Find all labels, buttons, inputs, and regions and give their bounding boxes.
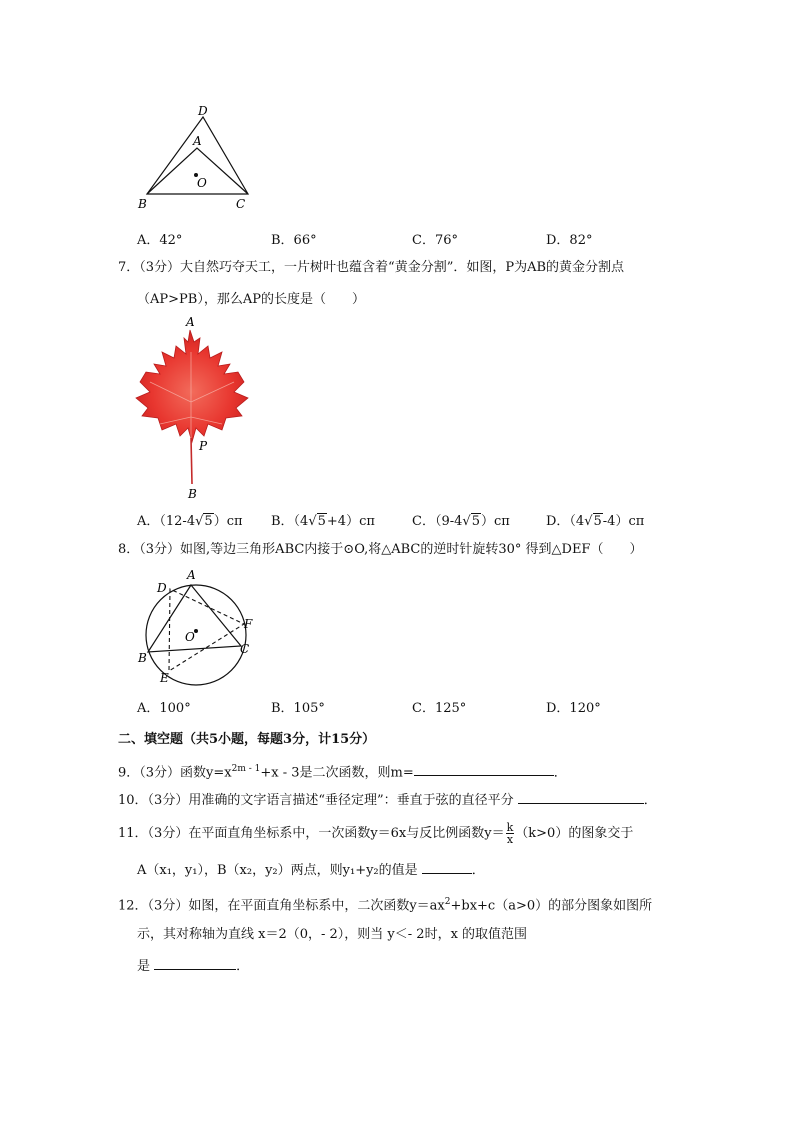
q9-exponent: 2m - 1: [231, 764, 261, 774]
q9-prefix: 9．（3分）函数y=x: [118, 765, 232, 781]
q12-answer-blank[interactable]: [154, 957, 236, 970]
q7-option-a: A．（12-4√5）cπ: [137, 514, 243, 529]
q8-option-c: C．125°: [412, 701, 467, 716]
q12-line2: 示，其对称轴为直线 x＝2（0，- 2），则当 y＜- 2时，x 的取值范围: [137, 927, 528, 942]
q11-line1-suffix: （k>0）的图象交于: [515, 826, 634, 841]
q8-option-a: A．100°: [137, 701, 191, 716]
q11-answer-blank[interactable]: [422, 861, 472, 874]
q11-frac-den: x: [506, 833, 514, 846]
leaf-label-a: A: [186, 315, 195, 329]
q7-d-suffix: -4）cπ: [602, 514, 645, 529]
q12-line1: [118, 893, 652, 915]
q7-d-prefix: D．（4: [546, 514, 585, 529]
q7-line1: 7．（3分）大自然巧夺天工，一片树叶也蕴含着“黄金分割”．如图，P为AB的黄金分割点: [118, 260, 625, 275]
label-c: C: [236, 197, 246, 211]
q11-frac-num: k: [506, 821, 514, 834]
label-b: B: [138, 651, 147, 665]
q9-end: ．: [553, 765, 567, 781]
q7-a-prefix: A．（12-4: [137, 514, 196, 529]
section2-heading: 二、填空题（共5小题，每题3分，计15分）: [118, 732, 376, 747]
q7-b-prefix: B．（4: [271, 514, 309, 529]
q7-leaf-figure: [130, 312, 260, 504]
q11-line2: [137, 861, 485, 880]
q7-c-prefix: C．（9-4: [412, 514, 463, 529]
leaf-label-b: B: [188, 487, 197, 501]
leaf-label-p: P: [199, 439, 208, 453]
q12-line3: [137, 957, 249, 976]
q12-line3-text: 是: [137, 959, 151, 974]
q8-option-d: D．120°: [546, 701, 601, 716]
q10-end: ．: [643, 793, 657, 808]
label-o: O: [197, 176, 207, 190]
q11-fraction: [506, 822, 515, 845]
q7-option-b: B．（4√5+4）cπ: [271, 514, 375, 529]
q12-end: ．: [236, 959, 250, 974]
q7-c-root: 5: [471, 514, 480, 529]
q7-option-d: D．（4√5-4）cπ: [546, 514, 645, 529]
q6-option-c: C．76°: [412, 233, 458, 248]
q8-text: 8．（3分）如图,等边三角形ABC内接于⊙O,将△ABC的逆时针旋转30° 得到△DEF（ ）: [118, 542, 643, 557]
label-c: C: [240, 642, 250, 656]
q7-b-root: 5: [317, 514, 326, 529]
q6-option-d: D．82°: [546, 233, 593, 248]
q7-b-suffix: +4）cπ: [326, 514, 375, 529]
q12-line1-suffix: +bx+c（a>0）的部分图象如图所: [450, 898, 653, 914]
q9: [118, 760, 567, 782]
q6-option-b: B．66°: [271, 233, 317, 248]
label-b: B: [138, 197, 147, 211]
q11-line2-text: A（x₁，y₁），B（x₂，y₂）两点，则y₁+y₂的值是: [137, 863, 418, 878]
q7-a-root: 5: [204, 514, 213, 529]
label-a: A: [193, 134, 202, 148]
q10: [118, 791, 657, 810]
label-o: O: [185, 630, 195, 644]
q11-end: ．: [471, 863, 485, 878]
q7-d-root: 5: [593, 514, 602, 529]
circle-o: [146, 585, 246, 685]
q10-answer-blank[interactable]: [518, 791, 644, 804]
q8-option-b: B．105°: [271, 701, 325, 716]
label-d: D: [198, 104, 208, 118]
q10-text: 10．（3分）用准确的文字语言描述“垂径定理”：垂直于弦的直径平分: [118, 793, 514, 808]
q7-option-c: C．（9-4√5）cπ: [412, 514, 510, 529]
label-a: A: [187, 568, 196, 582]
q12-line1-sup: 2: [444, 897, 451, 907]
q7-line2: （AP>PB），那么AP的长度是（ ）: [137, 292, 365, 307]
q6-option-a: A．42°: [137, 233, 183, 248]
label-f: F: [244, 617, 253, 631]
q11-line1-prefix: 11．（3分）在平面直角坐标系中，一次函数y＝6x与反比例函数y＝: [118, 826, 505, 841]
q6-figure: [130, 100, 260, 215]
q7-a-suffix: ）cπ: [213, 514, 243, 529]
q9-suffix: +x - 3是二次函数，则m=: [260, 765, 414, 781]
label-d: D: [157, 581, 167, 595]
q9-answer-blank[interactable]: [414, 763, 554, 776]
q7-c-suffix: ）cπ: [480, 514, 510, 529]
q12-line1-prefix: 12．（3分）如图，在平面直角坐标系中，二次函数y＝ax: [118, 898, 445, 914]
q11-line1: [118, 822, 633, 845]
label-e: E: [160, 671, 169, 685]
maple-leaf-icon: [136, 330, 248, 442]
leaf-stem: [191, 438, 192, 484]
q8-circle-figure: [130, 562, 265, 687]
